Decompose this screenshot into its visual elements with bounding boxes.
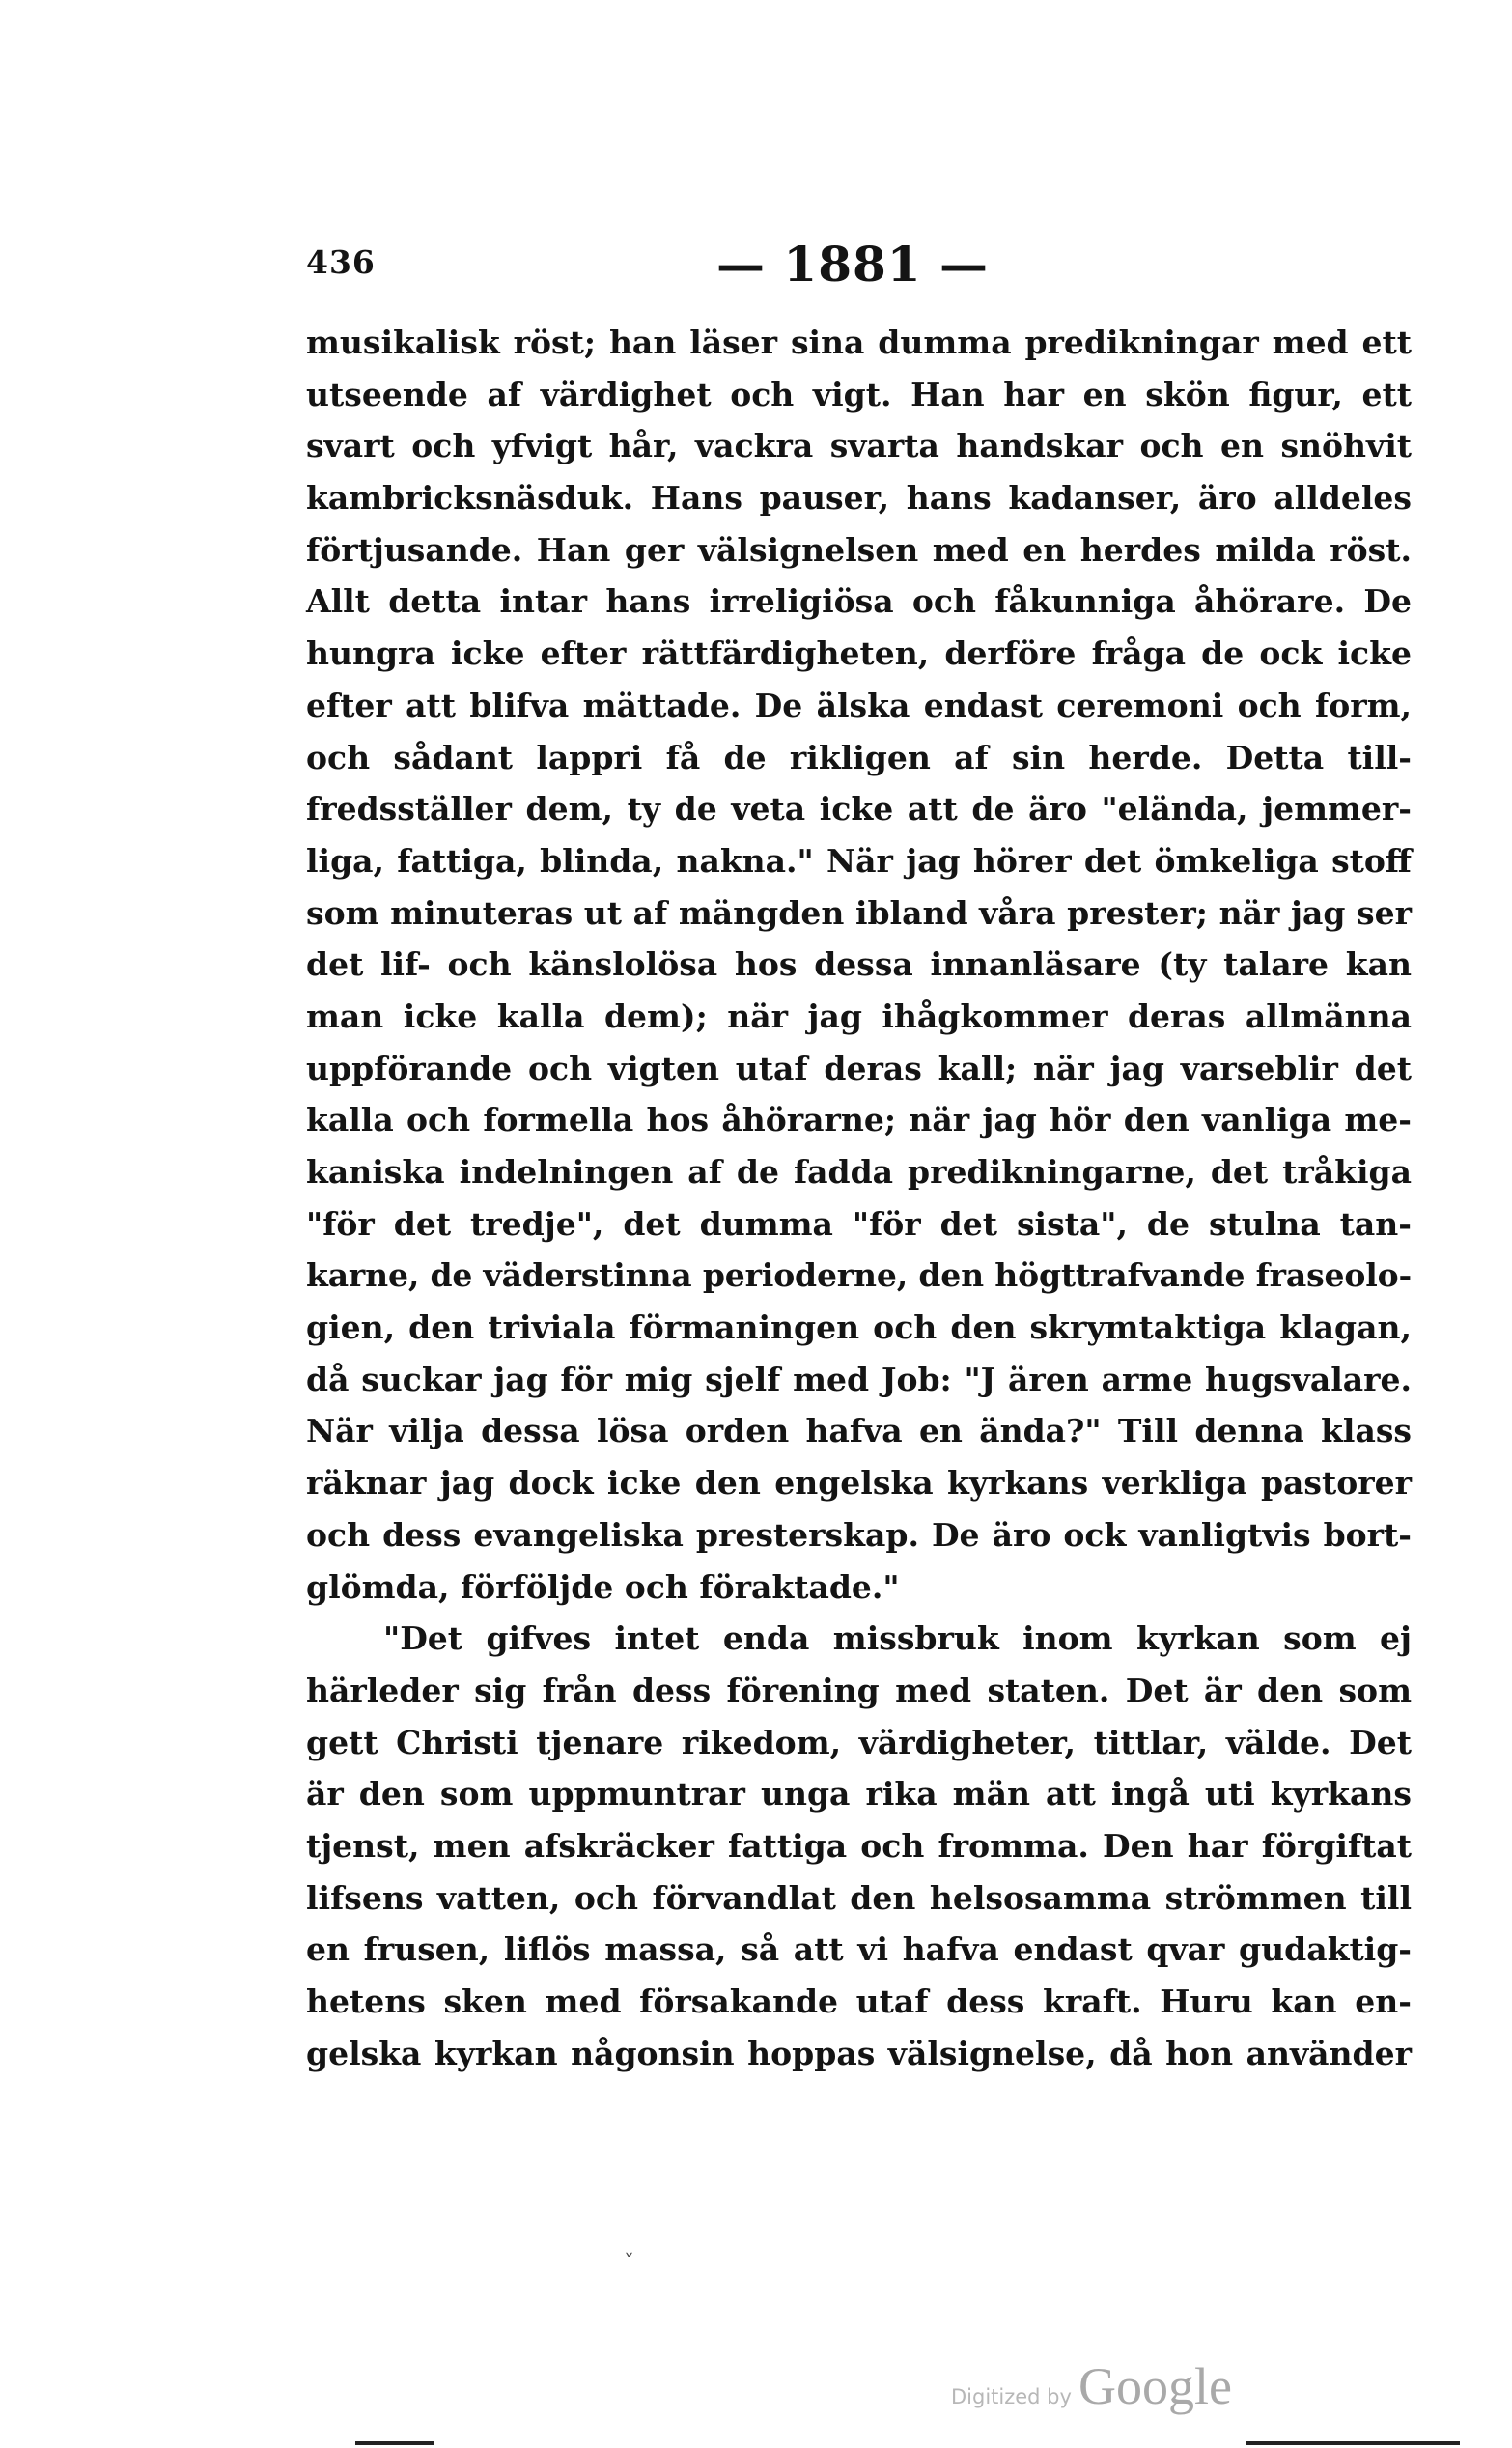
text-line: är den som uppmuntrar unga rika män att ingå uti kyrkans: [306, 1775, 1412, 1814]
year-header: — 1881 —: [716, 236, 989, 293]
text-line: hungra icke efter rättfärdigheten, derföre fråga de ock icke: [306, 634, 1412, 673]
text-line: tjenst, men afskräcker fattiga och fromma. Den har förgiftat: [306, 1826, 1412, 1865]
text-line: härleder sig från dess förening med staten. Det är den som: [306, 1671, 1412, 1709]
text-line: och sådant lappri få de rikligen af sin herde. Detta till-: [306, 738, 1412, 776]
text-line: efter att blifva mättade. De älska endast ceremoni och form,: [306, 686, 1412, 724]
body-text: [306, 317, 1412, 2079]
text-line: och dess evangeliska presterskap. De äro ock vanligtvis bort-: [306, 1515, 1412, 1554]
text-line: "Det gifves intet enda missbruk inom kyrkan som ej: [383, 1619, 1412, 1658]
text-line: gien, den triviala förmaningen och den skrymtaktiga klagan,: [306, 1308, 1412, 1347]
text-line: man icke kalla dem); när jag ihågkommer deras allmänna: [306, 997, 1412, 1035]
text-line: gett Christi tjenare rikedom, värdigheter, tittlar, välde. Det: [306, 1723, 1412, 1761]
bottom-rule-right: [1246, 2441, 1460, 2445]
text-line: gelska kyrkan någonsin hoppas välsignelse, då hon använder: [306, 2034, 1412, 2072]
text-line: karne, de väderstinna perioderne, den högttrafvande fraseolo-: [306, 1256, 1412, 1295]
text-line: "för det tredje", det dumma "för det sista", de stulna tan-: [306, 1204, 1412, 1243]
text-line: kambricksnäsduk. Hans pauser, hans kadanser, äro alldeles: [306, 479, 1412, 518]
bottom-rule-left: [355, 2441, 434, 2445]
text-line: det lif- och känslolösa hos dessa innanläsare (ty talare kan: [306, 945, 1412, 984]
text-line: När vilja dessa lösa orden hafva en ända?" Till denna klass: [306, 1412, 1412, 1450]
text-line: liga, fattiga, blinda, nakna." När jag hörer det ömkeliga stoff: [306, 841, 1412, 880]
text-line: utseende af värdighet och vigt. Han har en skön figur, ett: [306, 375, 1412, 413]
text-line: Allt detta intar hans irreligiösa och fåkunniga åhörare. De: [306, 582, 1412, 621]
text-line: räknar jag dock icke den engelska kyrkans verkliga pastorer: [306, 1464, 1412, 1503]
page-number: 436: [306, 243, 376, 281]
text-line: uppförande och vigten utaf deras kall; när jag varseblir det: [306, 1049, 1412, 1087]
text-line: hetens sken med försakande utaf dess kraft. Huru kan en-: [306, 1983, 1412, 2020]
text-line: fredsställer dem, ty de veta icke att de äro "elända, jemmer-: [306, 790, 1412, 829]
text-line: lifsens vatten, och förvandlat den helsosamma strömmen till: [306, 1878, 1412, 1917]
text-line: svart och yfvigt hår, vackra svarta handskar och en snöhvit: [306, 427, 1412, 465]
digitized-watermark: [951, 2356, 1232, 2416]
text-line: då suckar jag för mig sjelf med Job: "J ären arme hugsvalare.: [306, 1360, 1412, 1398]
text-line: kaniska indelningen af de fadda predikningarne, det tråkiga: [306, 1153, 1412, 1191]
text-line: förtjusande. Han ger välsignelsen med en herdes milda röst.: [306, 530, 1412, 569]
text-line: kalla och formella hos åhörarne; när jag hör den vanliga me-: [306, 1101, 1412, 1140]
stray-print-mark: ˇ: [624, 2252, 634, 2276]
text-line: glömda, förföljde och föraktade.": [306, 1567, 900, 1606]
text-line: musikalisk röst; han läser sina dumma predikningar med ett: [306, 324, 1412, 361]
text-line: en frusen, liflös massa, så att vi hafva endast qvar gudaktig-: [306, 1930, 1412, 1969]
running-header: [306, 236, 1412, 301]
watermark-prefix: Digitized by: [951, 2385, 1072, 2408]
text-line: som minuteras ut af mängden ibland våra prester; när jag ser: [306, 893, 1412, 932]
google-logo: Google: [1078, 2357, 1233, 2415]
